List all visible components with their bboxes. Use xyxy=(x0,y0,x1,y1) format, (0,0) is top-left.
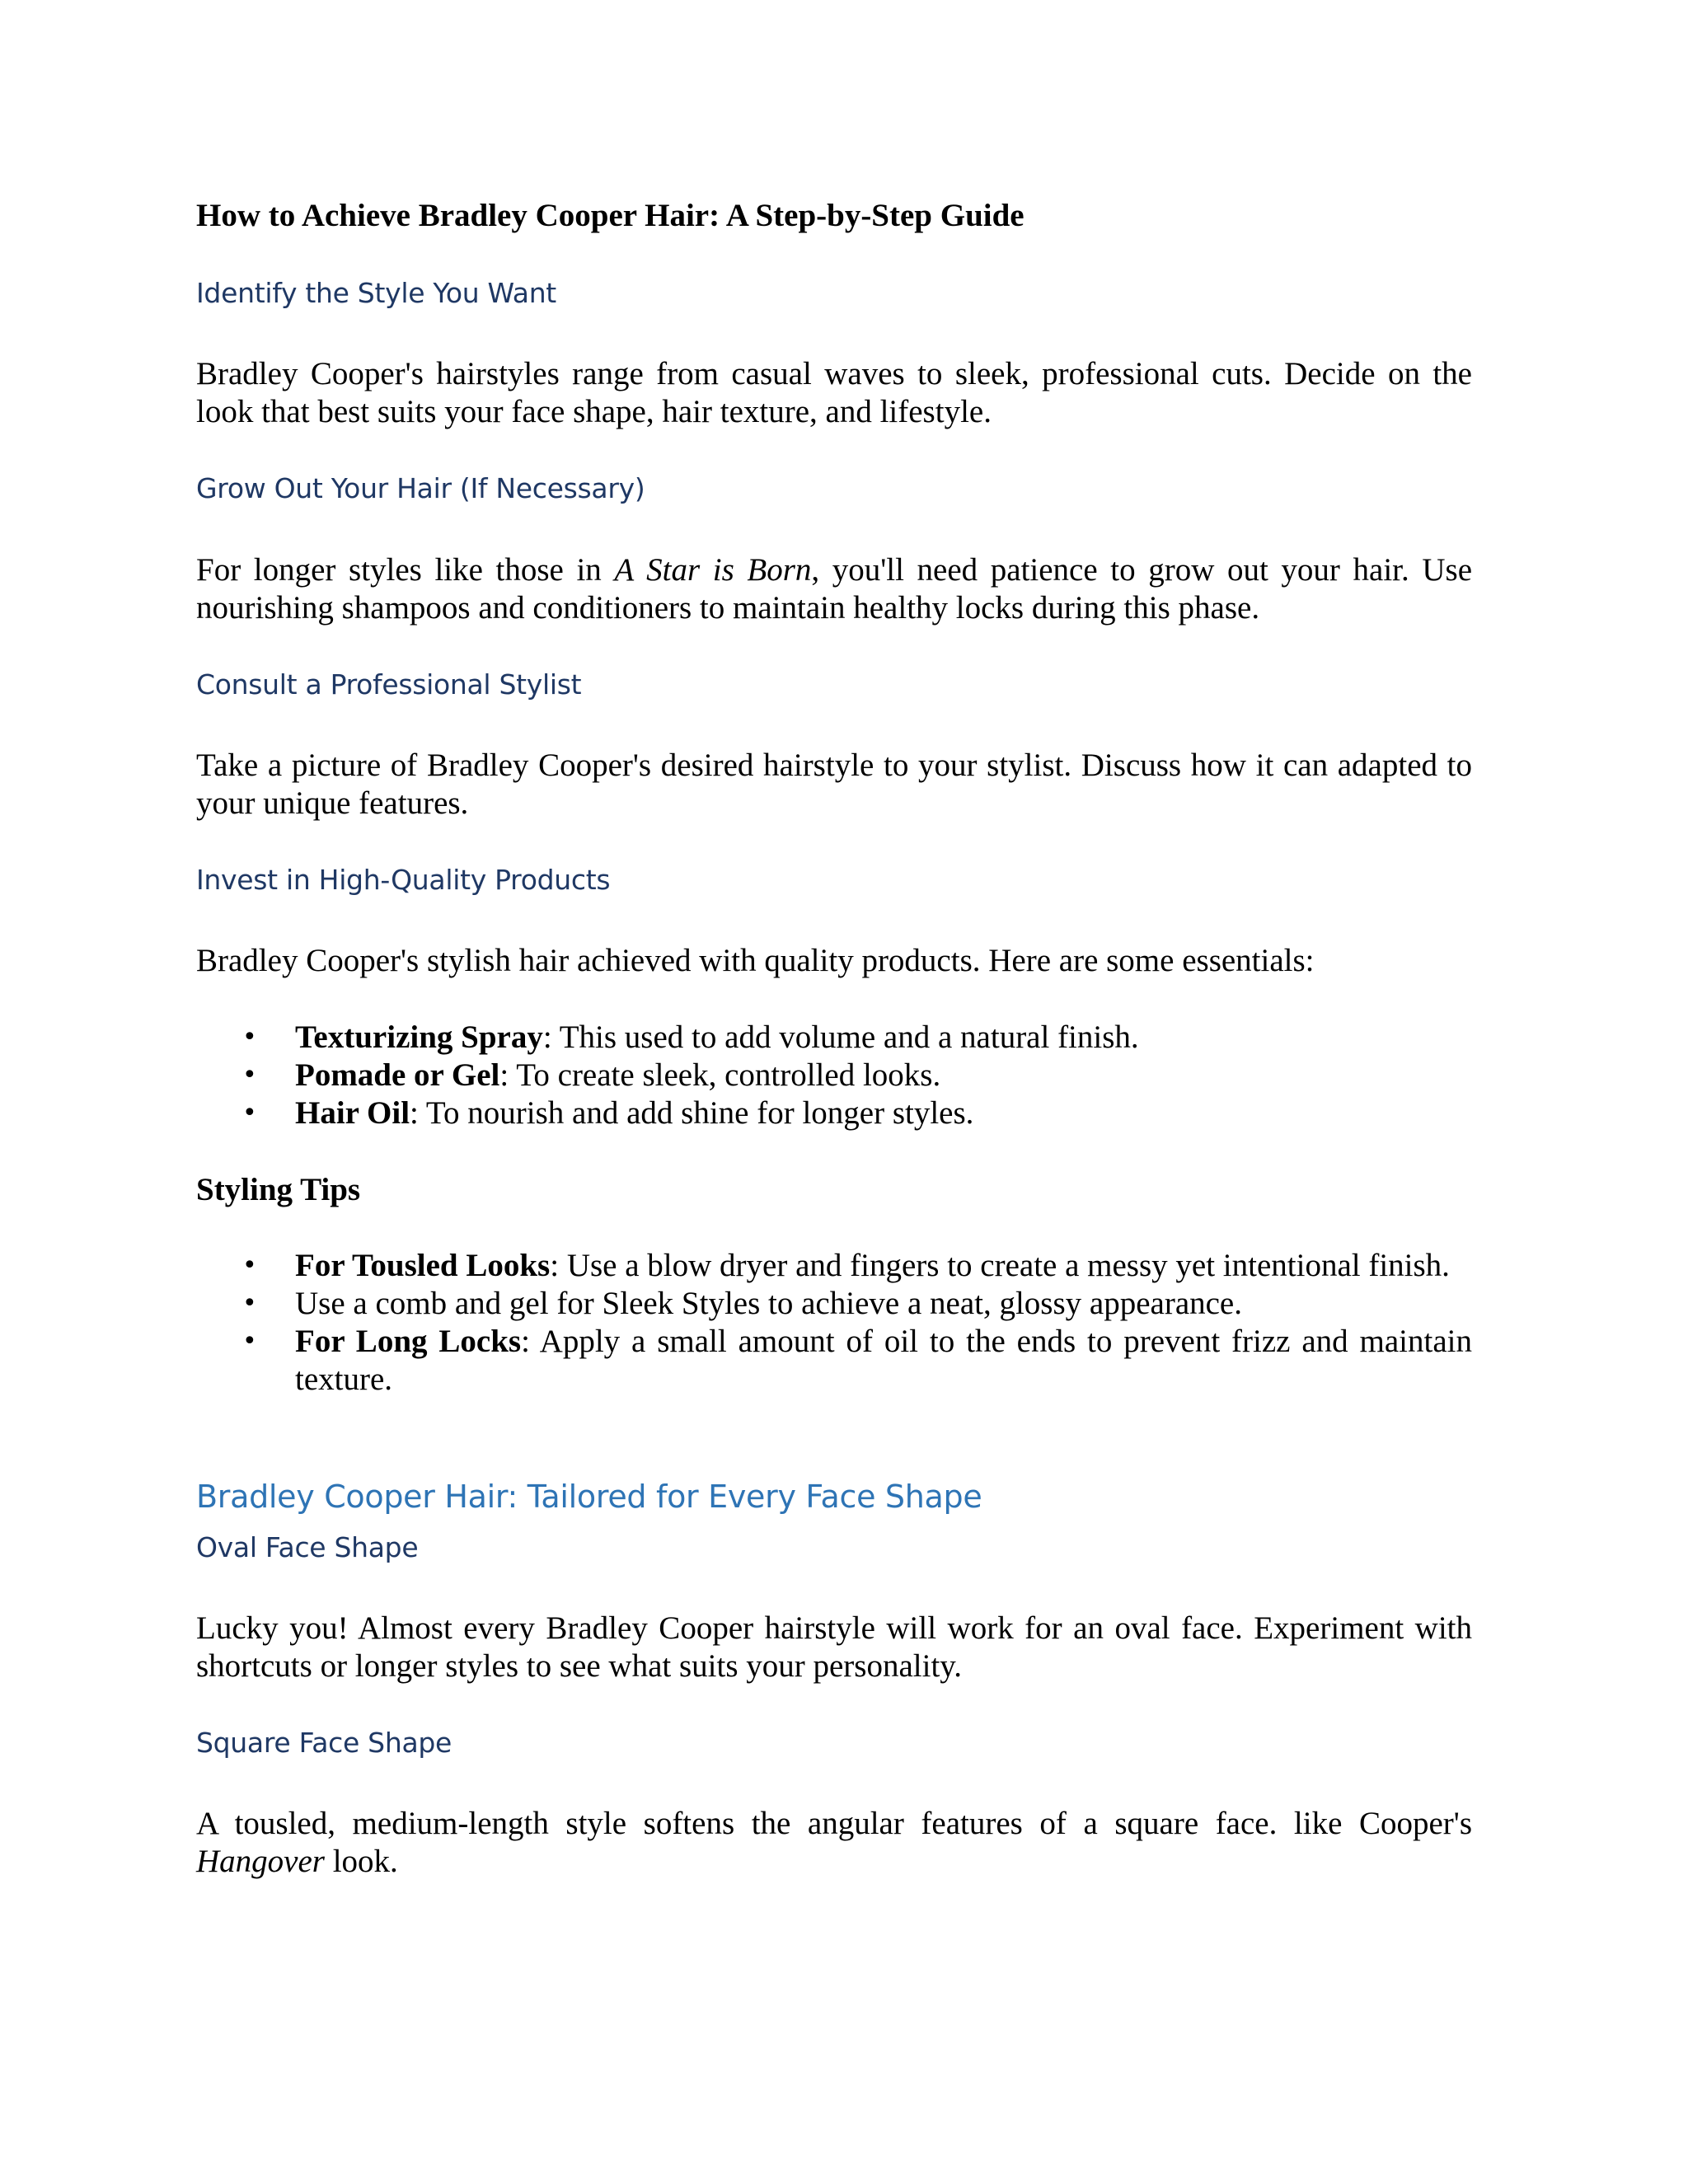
list-item-bold: Texturizing Spray xyxy=(295,1019,543,1055)
paragraph-invest-products: Bradley Cooper's stylish hair achieved with quality products. Here are some essentials: xyxy=(196,943,1315,978)
list-item-text: : To nourish and add shine for longer styles. xyxy=(410,1095,974,1131)
list-item-text: Use a comb and gel for Sleek Styles to achieve a neat, glossy appearance. xyxy=(295,1286,1242,1321)
list-item-text: : This used to add volume and a natural finish. xyxy=(542,1019,1139,1055)
grow-text-before: For longer styles like those in xyxy=(196,552,615,588)
paragraph-grow-out xyxy=(196,551,1472,627)
movie-title-hangover: Hangover xyxy=(196,1844,325,1879)
products-list xyxy=(196,1019,1472,1132)
square-text-after: look. xyxy=(324,1844,398,1879)
list-item xyxy=(196,1285,1472,1323)
list-item xyxy=(196,1323,1472,1399)
heading-invest-products: Invest in High-Quality Products xyxy=(196,864,611,896)
document-page xyxy=(196,0,1472,2184)
paragraph-identify-style: Bradley Cooper's hairstyles range from casual waves to sleek, professional cuts. Decide on the look that best suits your face shape, hair texture, and lifestyle. xyxy=(196,356,1472,429)
list-item-bold: For Long Locks xyxy=(295,1324,522,1359)
heading-styling-tips: Styling Tips xyxy=(196,1172,361,1207)
heading-square-face: Square Face Shape xyxy=(196,1727,452,1759)
bullet-icon: • xyxy=(242,1289,257,1318)
styling-tips-list xyxy=(196,1247,1472,1399)
bullet-icon: • xyxy=(242,1327,257,1356)
list-item xyxy=(196,1057,1472,1094)
square-text-before: A tousled, medium-length style softens the angular features of a square face. like Cooper's xyxy=(196,1806,1472,1841)
heading-face-shape: Bradley Cooper Hair: Tailored for Every Face Shape xyxy=(196,1479,982,1515)
paragraph-consult-stylist: Take a picture of Bradley Cooper's desired hairstyle to your stylist. Discuss how it can adapted to your unique features. xyxy=(196,748,1472,821)
bullet-icon: • xyxy=(242,1251,257,1280)
grow-text-after: , you'll need patience to grow out your hair. Use nourishing shampoos and conditioners to maintain healthy locks during this phase. xyxy=(196,552,1473,626)
list-item-bold: Hair Oil xyxy=(295,1095,410,1131)
heading-grow-out: Grow Out Your Hair (If Necessary) xyxy=(196,472,645,504)
bullet-icon: • xyxy=(242,1061,257,1090)
list-item-text: : Apply a small amount of oil to the ends to prevent frizz and maintain texture. xyxy=(295,1324,1473,1397)
paragraph-square-face xyxy=(196,1805,1472,1881)
list-item-bold: Pomade or Gel xyxy=(295,1057,500,1093)
bullet-icon: • xyxy=(242,1099,257,1127)
movie-title-a-star-is-born: A Star is Born xyxy=(614,552,812,588)
document-title: How to Achieve Bradley Cooper Hair: A Step-by-Step Guide xyxy=(196,198,1025,233)
heading-identify-style: Identify the Style You Want xyxy=(196,277,556,309)
bullet-icon: • xyxy=(242,1023,257,1052)
list-item-bold: For Tousled Looks xyxy=(295,1248,551,1283)
heading-oval-face: Oval Face Shape xyxy=(196,1531,419,1563)
list-item xyxy=(196,1094,1472,1132)
list-item-text: : Use a blow dryer and fingers to create a messy yet intentional finish. xyxy=(550,1248,1450,1283)
list-item xyxy=(196,1019,1472,1057)
paragraph-oval-face: Lucky you! Almost every Bradley Cooper hairstyle will work for an oval face. Experiment with shortcuts or longer styles to see what suits your personality. xyxy=(196,1610,1472,1684)
list-item-text: : To create sleek, controlled looks. xyxy=(499,1057,941,1093)
heading-consult-stylist: Consult a Professional Stylist xyxy=(196,668,582,701)
list-item xyxy=(196,1247,1472,1285)
